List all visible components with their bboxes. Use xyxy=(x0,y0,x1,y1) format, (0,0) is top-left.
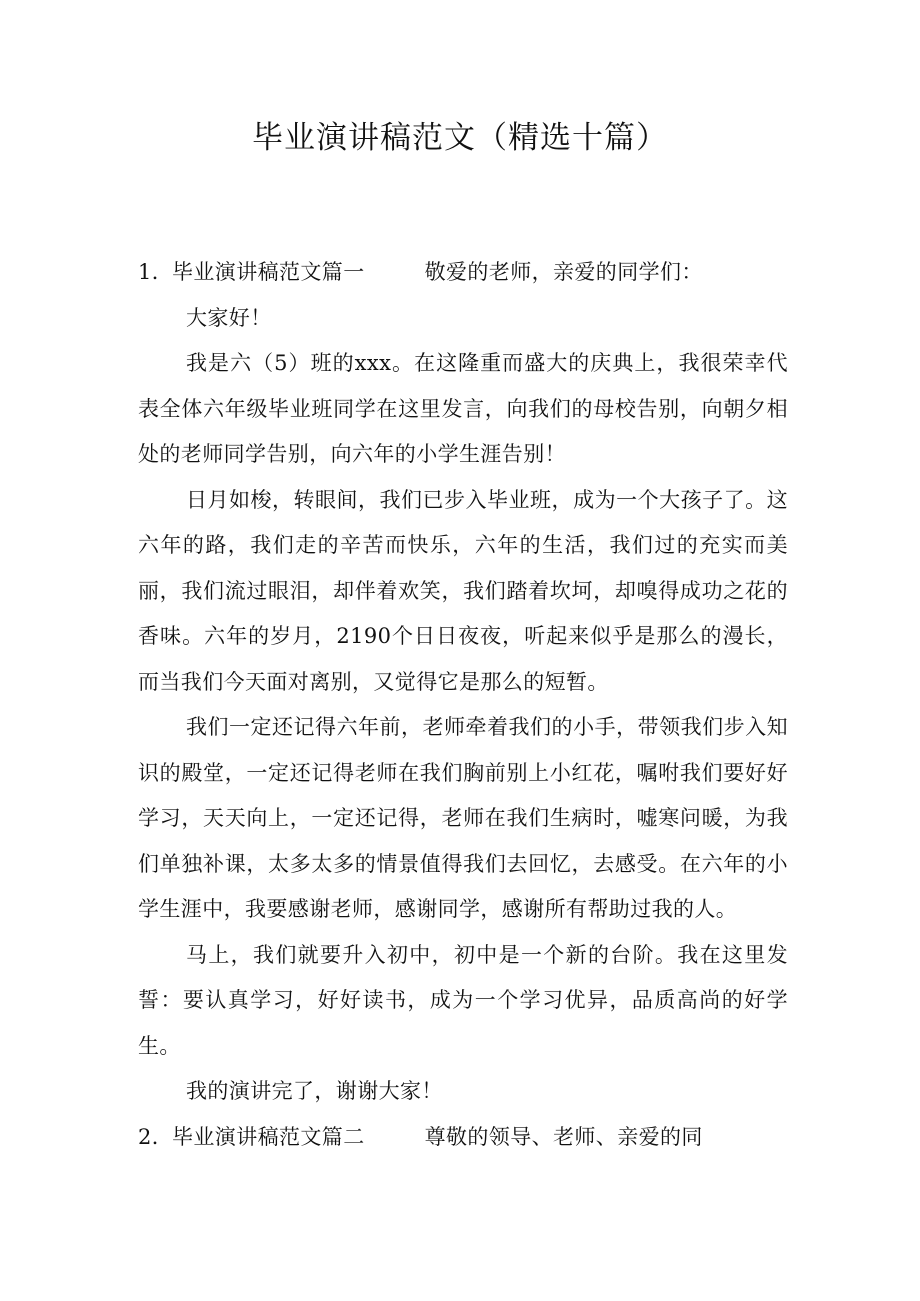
paragraph: 马上，我们就要升入初中，初中是一个新的台阶。我在这里发誓：要认真学习，好好读书，成为一个学习优异，品质高尚的好学生。 xyxy=(138,942,788,1058)
section-number: 2． xyxy=(138,1124,174,1149)
paragraph: 我是六（5）班的xxx。在这隆重而盛大的庆典上，我很荣幸代表全体六年级毕业班同学在这里发言，向我们的母校告别，向朝夕相处的老师同学告别，向六年的小学生涯告别！ xyxy=(138,351,788,466)
closing-line: 我的演讲完了，谢谢大家！ xyxy=(186,1079,443,1103)
document-title: 毕业演讲稿范文（精选十篇） xyxy=(252,120,668,156)
section-title: 毕业演讲稿范文篇二 xyxy=(172,1124,365,1149)
section-number: 1． xyxy=(138,260,174,284)
section-heading-2 xyxy=(138,1115,788,1161)
section-salutation: 尊敬的领导、老师、亲爱的同 xyxy=(424,1124,703,1149)
section-heading-1 xyxy=(138,250,788,296)
paragraph: 我们一定还记得六年前，老师牵着我们的小手，带领我们步入知识的殿堂，一定还记得老师在我们胸前别上小红花，嘱咐我们要好好学习，天天向上，一定还记得，老师在我们生病时，嘘寒问暖，为我们单独补课，太多太多的情景值得我们去回忆，去感受。在六年的小学生涯中，我要感谢老师，感谢同学，感谢所有帮助过我的人。 xyxy=(138,715,788,921)
section-salutation: 敬爱的老师，亲爱的同学们： xyxy=(424,260,703,284)
section-title: 毕业演讲稿范文篇一 xyxy=(172,260,365,284)
document-body xyxy=(138,250,788,1160)
paragraph: 日月如梭，转眼间，我们已步入毕业班，成为一个大孩子了。这六年的路，我们走的辛苦而快乐，六年的生活，我们过的充实而美丽，我们流过眼泪，却伴着欢笑，我们踏着坎坷，却嗅得成功之花的香味。六年的岁月，2190个日日夜夜，听起来似乎是那么的漫长，而当我们今天面对离别，又觉得它是那么的短暂。 xyxy=(138,487,788,694)
greeting-line: 大家好！ xyxy=(186,305,272,330)
